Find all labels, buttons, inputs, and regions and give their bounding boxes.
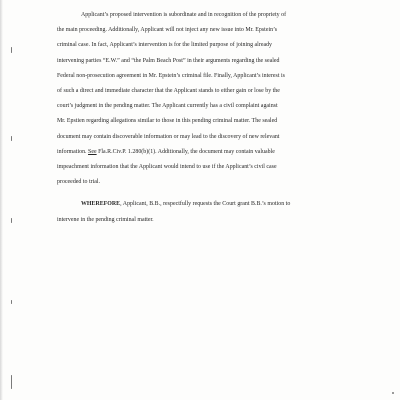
body-text [57, 8, 357, 228]
citation-signal: See [88, 148, 97, 155]
wherefore-lead: WHEREFORE [81, 201, 121, 208]
citation-prefix: information. [57, 148, 89, 155]
paragraph-line: document may contain discoverable information or may lead to the discovery of new relevant [57, 133, 280, 140]
scan-edge-shadow [0, 0, 3, 400]
scan-speck [11, 136, 12, 141]
citation-rule: Fla.R.Civ.P. 1.280(b)(1). Additionally, the document may contain valuable [96, 148, 275, 155]
paragraph-line: court’s judgment in the pending matter. The Applicant currently has a civil complaint against [57, 103, 278, 110]
paragraph-line: Federal non-prosecution agreement in Mr. Epstein’s criminal file. Finally, Applicant’s interest is [57, 72, 285, 79]
paragraph-line: Mr. Epstien regarding allegations similar to those in this pending criminal matter. The sealed [57, 118, 278, 125]
paragraph-line: impeachment information that the Applicant would intend to use if the Applicant’s civil case [57, 164, 277, 171]
paragraph-line: intervene in the pending criminal matter. [57, 216, 154, 223]
scan-speck [392, 392, 394, 394]
wherefore-text: , Applicant, B.B., respectfully requests the Court grant B.B.’s motion to [120, 201, 291, 208]
scan-speck [11, 300, 12, 304]
paragraph-line: proceeded to trial. [57, 179, 101, 186]
wherefore-line [57, 197, 357, 212]
paragraph-line: Applicant’s proposed intervention is subordinate and in recognition of the propriety of [81, 12, 287, 18]
paragraph-spacer [57, 190, 357, 197]
paragraph-line: criminal case. In fact, Applicant’s intervention is for the limited purpose of joining already [57, 42, 273, 49]
paragraph-line: intervening parties “E.W.” and “the Palm Beach Post” in their arguments regarding the sealed [57, 57, 280, 64]
scan-speck [11, 218, 12, 223]
paragraph-line-citation [57, 145, 357, 160]
scan-speck [11, 375, 12, 389]
paragraph-line: of such a direct and immediate character that the Applicant stands to either gain or lose by the [57, 88, 280, 95]
scan-speck [11, 47, 12, 53]
paragraph-line: the main proceeding. Additionally, Applicant will not inject any new issue into Mr. Epstein’s [57, 27, 278, 34]
